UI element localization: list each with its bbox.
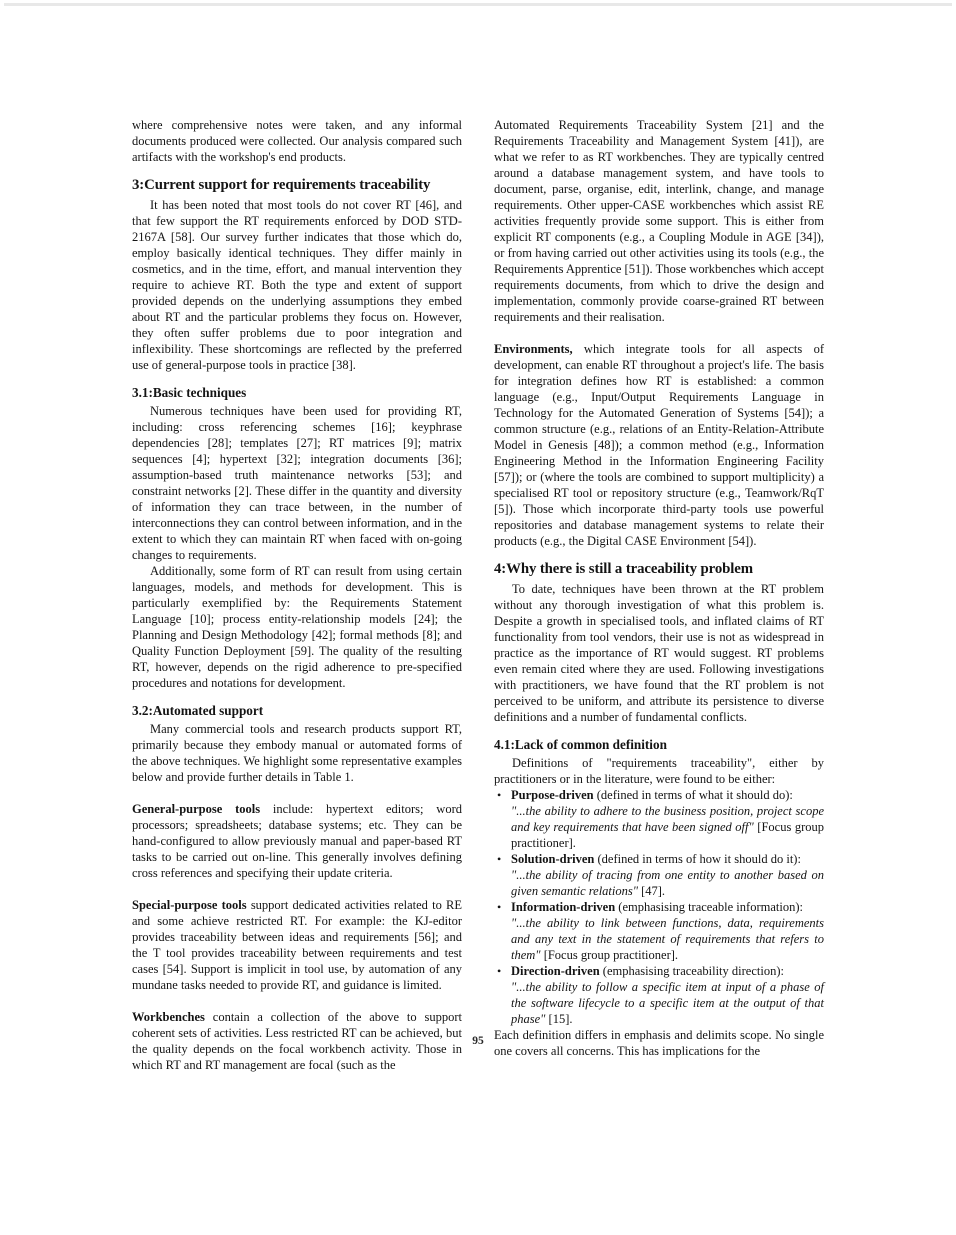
definition-suffix: (emphasising traceability direction): [599,964,784,978]
definition-suffix: (defined in terms of what it should do): [593,788,793,802]
bullet-icon: • [497,852,502,866]
special-purpose-tools-paragraph [132,897,462,993]
section-4-heading: 4:Why there is still a traceability problem [494,561,754,577]
environments-label: Environments, [494,342,573,356]
definition-quote: "...the ability to adhere to the business position, project scope and key requirements that have been signed off" [511,804,824,834]
scan-edge-artifact [4,3,952,6]
definition-list [494,787,824,1027]
definition-quote: "...the ability to follow a specific item at input of a phase of the software lifecycle to a specific item at the output of that phase" [511,980,824,1026]
definition-attribution: [15]. [545,1012,573,1026]
bullet-icon: • [497,964,502,978]
definition-label: Direction-driven [511,964,600,978]
section-3-2-heading: 3.2:Automated support [132,703,264,718]
general-purpose-tools-text: include: hypertext editors; word processors; spreadsheets; database systems; etc. They can be hand-configured to allow previously manual and paper-based RT tasks to be carried out on-line. This generally involves defining cross references and specifying their update criteria. [132,802,462,880]
section-3-1-paragraph-2: Additionally, some form of RT can result from using certain languages, models, and methods for development. This is particularly exemplified by: the Requirements Statement Language [10]; process entity-relationship models [24]; the Planning and Design Methodology [42]; formal methods [8]; and Quality Function Deployment [59]. The quality of the resulting RT, however, depends on the rigid adherence to pre-specified procedures and notations for development. [132,564,462,690]
section-3-1-paragraph-1: Numerous techniques have been used for providing RT, including: cross referencing schemes [16]; keyphrase dependencies [28]; templates [27]; RT matrices [9]; matrix sequences [4]; hypertext [32]; integration documents [36]; assumption-based truth maintenance networks [53]; and constraint networks [2]. These differ in the quantity and diversity of information they can trace between, in the number of interconnections they can control between information, and in the extent to which they can maintain RT when faced with on-going changes to requirements. [132,404,462,562]
environments-text: which integrate tools for all aspects of development, can enable RT throughout a project's life. The basis for integration defines how RT is established: a common language (e.g., Input/Output Requirements Language in Technology for the Automated Generation of Systems [54]); a common structure (e.g., relations of an Entity-Relation-Attribute Model in Genesis [48]); a common method (e.g., Information Engineering Method in the Information Engineering Facility [57]); or (where the tools are combined to support multiplicity) a specialised RT tool or repository structure (e.g., Teamwork/RqT [5]). Those which incorporate third-party tools use powerful repositories and database management systems to relate their products (e.g., the Digital CASE Environment [54]). [494,342,824,548]
page-number: 95 [472,1035,484,1047]
general-purpose-tools-label: General-purpose tools [132,802,261,816]
section-4-1-heading: 4.1:Lack of common definition [494,737,667,752]
left-column [132,117,462,1073]
definition-item-purpose-driven [497,787,824,851]
definition-attribution: [Focus group practitioner]. [540,948,679,962]
definition-suffix: (defined in terms of how it should do it): [594,852,801,866]
environments-paragraph [494,341,824,549]
definition-quote: "...the ability of tracing from one entity to another based on given semantic relations" [511,868,824,898]
general-purpose-tools-paragraph [132,801,462,881]
workbenches-continued-paragraph: Automated Requirements Traceability System [21] and the Requirements Traceability and Management System [41]), are what we refer to as RT workbenches. They are typically centred around a database management system, and have tools to document, parse, organise, edit, interlink, change, and manage requirements. Other upper-CASE workbenches which assist RE activities frequently provide some support. This is either from explicit RT components (e.g., a Coupling Module in AGE [34]), or from having carried out other activities using its tools (e.g., the Requirements Apprentice [51]). Those workbenches which accept requirements documents, from which to drive the design and implementation, commonly provide coarse-grained RT between requirements and their realisation. [494,118,824,324]
workbenches-label: Workbenches [132,1010,205,1024]
definition-attribution: [47]. [637,884,666,898]
section-3-paragraph: It has been noted that most tools do not cover RT [46], and that few support the RT requirements enforced by DOD STD-2167A [58]. Our survey further indicates that those which do, employ basically identical techniques. They differ mainly in cosmetics, and in the time, effort, and manual intervention they require to achieve RT. Both the type and extent of support provided depends on the underlying assumptions they embed about RT and the particular problems they focus on. However, they often suffer problems due to poor integration and inflexibility. These shortcomings are reflected by the preferred use of general-purpose tools in practice [38]. [132,198,462,372]
bullet-icon: • [497,900,502,914]
workbenches-text: contain a collection of the above to support coherent sets of activities. Less restricted RT can be achieved, but the quality depends on the focal workbench activity. Those in which RT and RT management are focal (such as the [132,1010,462,1072]
section-3-2-paragraph: Many commercial tools and research products support RT, primarily because they embody manual or automated forms of the above techniques. We highlight some representative examples below and provide further details in Table 1. [132,722,462,784]
definition-suffix: (emphasising traceable information): [615,900,803,914]
definition-label: Solution-driven [511,852,595,866]
definition-quote: "...the ability to link between functions, data, requirements and any text in the statement of requirements that refers to them" [511,916,824,962]
definition-item-direction-driven [497,963,824,1027]
special-purpose-tools-label: Special-purpose tools [132,898,247,912]
definition-attribution: [Focus group practitioner]. [511,820,824,850]
special-purpose-tools-text: support dedicated activities related to RE and some achieve restricted RT. For example: the KJ-editor provides traceability between ideas and requirements [56]; and the T tool provides traceability between requirements and test cases [54]. Support is implicit in tool use, by automation of any mundane tasks needed to provide RT, and guidance is limited. [132,898,462,992]
section-4-paragraph: To date, techniques have been thrown at the RT problem without any thorough investigation of what this problem is. Despite a growth in specialised tools, and inflated claims of RT functionality from tool vendors, their use is not as widespread in practice as the importance of RT would suggest. RT problems even remain cited where they are used. Following investigations with practitioners, we have found that the RT problem is not perceived to be uniform, and attribute its persistence to diverse definitions and a number of fundamental conflicts. [494,582,824,724]
definition-label: Information-driven [511,900,616,914]
section-3-heading: 3:Current support for requirements traceability [132,177,431,193]
continued-paragraph: where comprehensive notes were taken, and any informal documents produced were collected. Our analysis compared such artifacts with the workshop's end products. [132,118,462,164]
definition-item-solution-driven [497,851,824,899]
definition-item-information-driven [497,899,824,963]
section-4-1-intro: Definitions of "requirements traceability", either by practitioners or in the literature, were found to be either: [494,756,824,786]
definition-label: Purpose-driven [511,788,594,802]
section-3-1-heading: 3.1:Basic techniques [132,385,247,400]
section-4-1-closing: Each definition differs in emphasis and delimits scope. No single one covers all concerns. This has implications for the [494,1028,824,1058]
page-content [132,117,824,1073]
bullet-icon: • [497,788,502,802]
right-column [494,117,824,1073]
